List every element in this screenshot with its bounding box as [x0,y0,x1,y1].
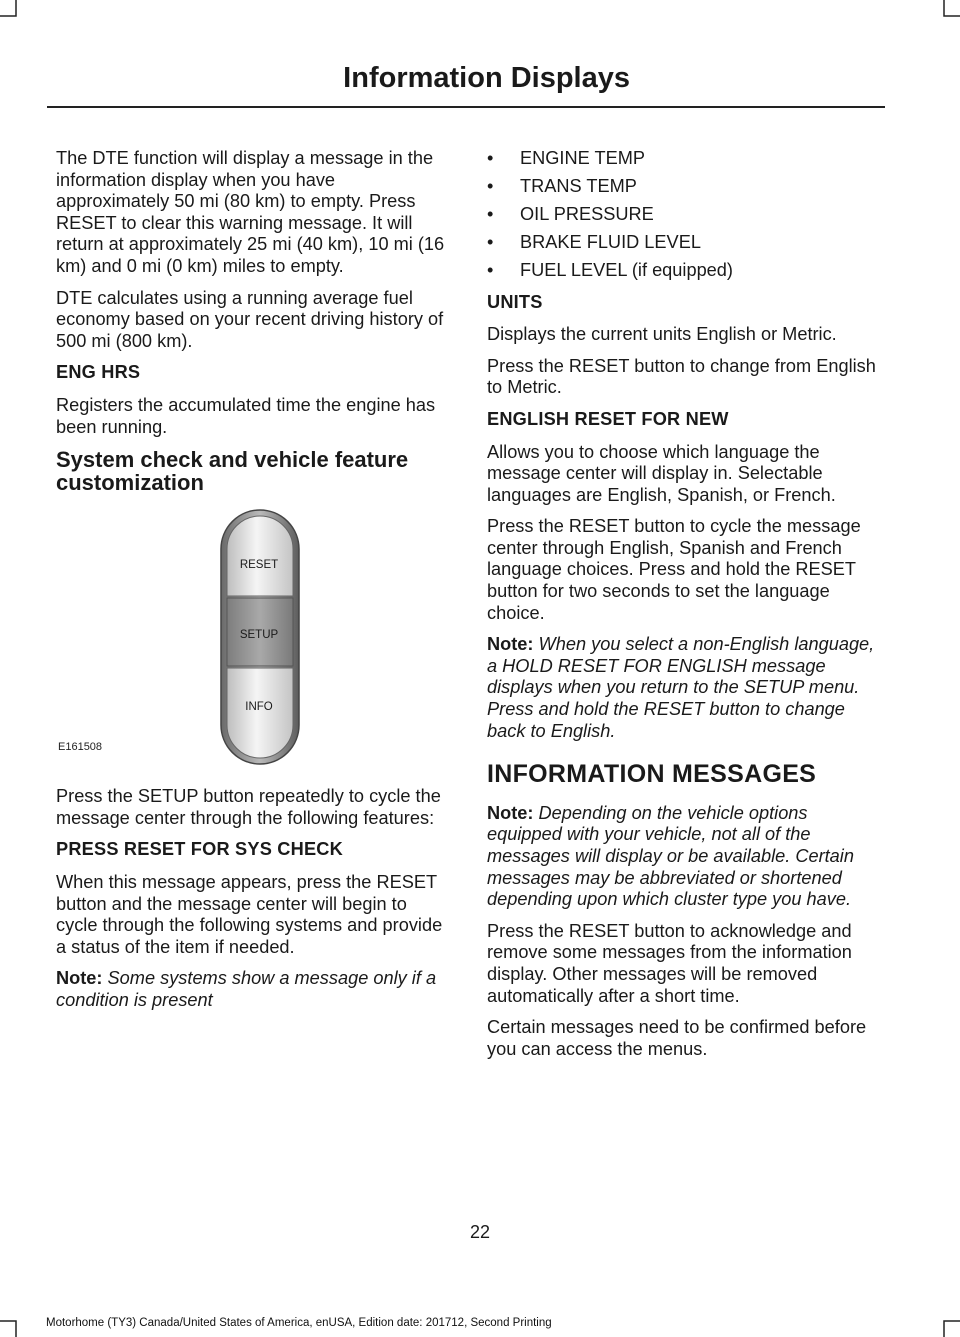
paragraph-confirm: Certain messages need to be confirmed before you can access the menus. [487,1017,867,1059]
heading-eng-hrs: ENG HRS [56,362,141,383]
sys-check-list [487,148,879,282]
heading-units: UNITS [487,291,543,312]
right-column [487,148,879,1070]
header-divider [47,106,885,108]
list-item-label: ENGINE TEMP [520,148,645,168]
crop-mark-bottom-right-icon [942,1319,960,1337]
note-some-systems [56,968,448,1011]
paragraph-eng-hrs: Registers the accumulated time the engine has been running. [56,394,436,437]
note-text: Some systems show a message only if a condition is present [56,968,437,1010]
note-vehicle-options [487,803,879,911]
paragraph-units: Displays the current units English or Metric. [487,324,837,345]
note-text: When you select a non-English language, a HOLD RESET FOR ENGLISH message displays when you return to the SETUP menu. Press and hold the RESET button to change back to English. [487,634,875,741]
paragraph-acknowledge: Press the RESET button to acknowledge and remove some messages from the information display. Other messages will be removed automatically after a short time. [487,920,852,1006]
paragraph-dte-message: The DTE function will display a message in the information display when you have approximately 50 mi (80 km) to empty. Press RESET to clear this warning message. It will return at approximately 25 mi (40 km), 10 mi (16 km) and 0 mi (0 km) miles to empty. [56,148,445,276]
paragraph-language-choose: Allows you to choose which language the message center will display in. Selectable languages are English, Spanish, or French. [487,441,836,505]
reset-button-label: RESET [239,559,279,572]
footer-edition: Motorhome (TY3) Canada/United States of America, enUSA, Edition date: 201712, Second Printing [46,1317,552,1329]
heading-press-reset-sys-check: PRESS RESET FOR SYS CHECK [56,839,343,860]
paragraph-language-cycle: Press the RESET button to cycle the message center through English, Spanish and French language choices. Press and hold the RESET button for two seconds to set the language choice. [487,516,861,623]
bullet-icon: • [487,175,494,196]
heading-english-reset: ENGLISH RESET FOR NEW [487,408,729,429]
page-number: 22 [469,1222,491,1242]
paragraph-press-setup: Press the SETUP button repeatedly to cycle the message center through the following features: [56,786,441,828]
info-button-shape [227,668,293,758]
heading-system-check: System check and vehicle feature customization [56,447,409,496]
list-item [487,260,879,282]
list-item [487,204,879,226]
note-text: Depending on the vehicle options equipped with your vehicle, not all of the messages will display or be available. Certain messages may be abbreviated or shortened depending upon which cluster type you have. [487,802,854,910]
reset-button-shape [227,516,293,596]
page-title: Information Displays [343,62,630,94]
bullet-icon: • [487,231,494,252]
note-label: Note: [487,802,534,823]
bullet-icon: • [487,203,494,224]
list-item-label: TRANS TEMP [520,175,637,196]
note-label: Note: [487,634,534,655]
left-column [56,148,448,1021]
paragraph-dte-calculation: DTE calculates using a running average fuel economy based on your recent driving history of 500 mi (800 km). [56,287,444,351]
crop-mark-top-right-icon [942,0,960,18]
paragraph-sys-check: When this message appears, press the RESET button and the message center will begin to cycle through the following systems and provide a status of the item if needed. [56,871,443,957]
crop-mark-bottom-left-icon [0,1319,18,1337]
bullet-icon: • [487,259,494,280]
bullet-icon: • [487,148,494,168]
setup-button-label: SETUP [239,629,279,642]
list-item [487,232,879,254]
list-item [487,176,879,198]
info-button-label: INFO [245,701,273,714]
figure-code: E161508 [58,740,103,753]
heading-information-messages: INFORMATION MESSAGES [487,760,817,789]
crop-mark-top-left-icon [0,0,18,18]
note-non-english [487,634,879,742]
list-item [487,148,879,170]
list-item-label: FUEL LEVEL (if equipped) [520,259,733,280]
paragraph-units-reset: Press the RESET button to change from English to Metric. [487,355,876,398]
list-item-label: OIL PRESSURE [520,203,654,224]
setup-button-figure [56,504,448,774]
note-label: Note: [56,968,103,989]
reset-setup-info-switch-illustration [56,504,448,774]
list-item-label: BRAKE FLUID LEVEL [520,231,701,252]
